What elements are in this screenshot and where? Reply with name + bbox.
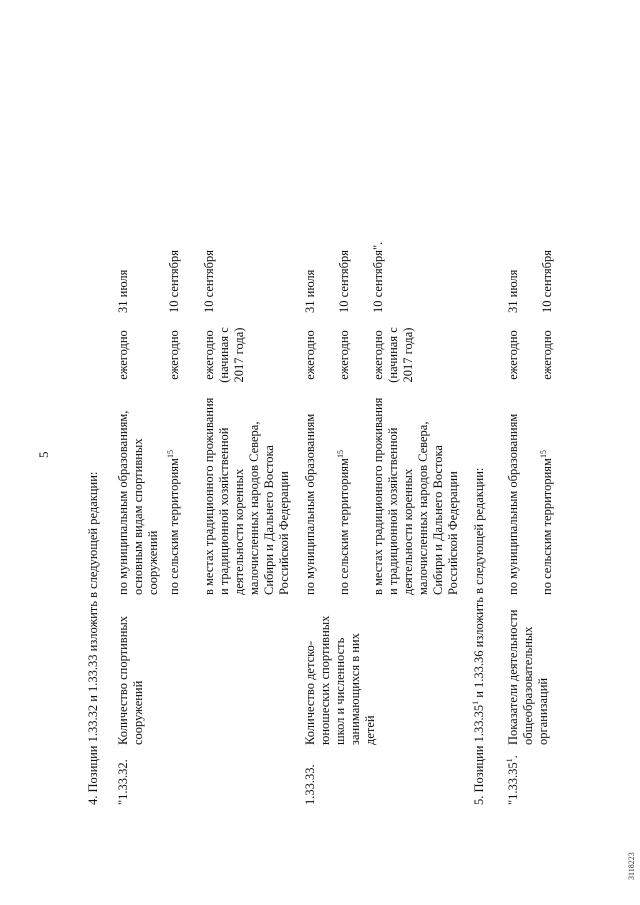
row-number-1-33-35-1 [506, 755, 521, 805]
periodicity: ежегодно [116, 330, 130, 380]
section-5-heading [472, 468, 487, 805]
periodicity: ежегодно [540, 330, 554, 380]
category-rural [540, 395, 555, 595]
footnote-ref: 15 [538, 450, 548, 459]
category-municipal-types: по муниципальным образованиям, основным видам спортивных сооружений [116, 410, 160, 595]
category-indigenous: в местах традиционного проживания и традиционной хозяйственной деятельности коренных малочисленных народов Севера, Сибири и Дальнего Востока Российской Федерации [371, 397, 460, 595]
periodicity: ежегодно [167, 330, 181, 380]
superscript: 1 [504, 758, 514, 763]
footnote-ref: 15 [165, 450, 175, 459]
category-municipal: по муниципальным образованиям [506, 413, 520, 595]
row-number-1-33-33: 1.33.33. [303, 764, 317, 805]
deadline: 10 сентября". [371, 241, 385, 313]
row-number-1-33-32: "1.33.32. [116, 759, 130, 805]
document-code: 3118223 [627, 852, 636, 880]
category-text: по сельским территориям [167, 458, 181, 595]
deadline: 10 сентября [540, 250, 554, 313]
section-4-heading: 4. Позиции 1.33.32 и 1.33.33 изложить в следующей редакции: [86, 471, 100, 805]
indicator-youth-sports-schools: Количество детско-юношеских спортивных школ и численность занимающихся в них детей [303, 615, 377, 745]
superscript: 1 [470, 700, 480, 705]
category-rural [167, 395, 182, 595]
periodicity: ежегодно [337, 330, 351, 380]
periodicity: ежегодно (начиная с 2017 года) [202, 327, 246, 383]
deadline: 31 июля [506, 269, 520, 313]
category-text: по сельским территориям [337, 458, 351, 595]
category-indigenous: в местах традиционного проживания и традиционной хозяйственной деятельности коренных малочисленных народов Севера, Сибири и Дальнего Востока Российской Федерации [202, 397, 291, 595]
heading-text: 5. Позиции 1.33.35 [472, 704, 486, 805]
deadline: 10 сентября [337, 250, 351, 313]
category-rural [337, 395, 352, 595]
periodicity: ежегодно [303, 330, 317, 380]
category-text: по сельским территориям [540, 458, 554, 595]
indicator-general-education: Показатели деятельности общеобразовательных организаций [506, 609, 550, 745]
indicator-sports-facilities: Количество спортивных сооружений [116, 615, 145, 745]
category-municipal: по муниципальным образованиям [303, 413, 317, 595]
row-number-text: "1.33.35 [506, 762, 520, 805]
periodicity: ежегодно [506, 330, 520, 380]
heading-text: и 1.33.36 изложить в следующей редакции: [472, 467, 486, 701]
row-number-text: . [506, 755, 520, 759]
deadline: 31 июля [116, 269, 130, 313]
deadline: 31 июля [303, 269, 317, 313]
deadline: 10 сентября [202, 250, 216, 313]
deadline: 10 сентября [167, 250, 181, 313]
periodicity: ежегодно (начиная с 2017 года) [371, 327, 415, 383]
page-number: 5 [36, 451, 51, 458]
footnote-ref: 15 [335, 450, 345, 459]
